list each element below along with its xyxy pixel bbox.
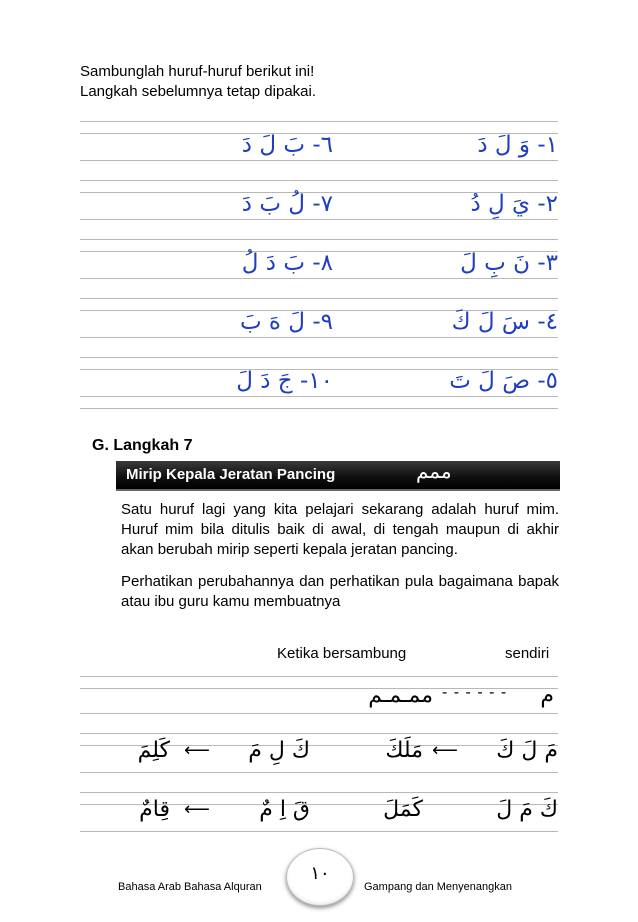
instruction-line-1: Sambunglah huruf-huruf berikut ini! [80, 63, 315, 80]
section-banner [116, 461, 560, 491]
arrow-icon: ⟵ [184, 799, 210, 819]
row3-a-letters: كَ مَ لَ [496, 797, 558, 822]
row2-a-letters: مَ لَ كَ [496, 738, 558, 763]
exercise-8: ٨- بَ دَ لُ [241, 250, 333, 276]
exercise-3: ٣- نَ بِ لَ [460, 250, 558, 276]
label-connected: Ketika bersambung [277, 645, 407, 662]
paragraph-2: Perhatikan perubahannya dan perhatikan pula bagaimana bapak atau ibu guru kamu membuatnya [121, 573, 559, 610]
exercise-6: ٦- بَ لَ دَ [241, 132, 333, 158]
instruction-line-2: Langkah sebelumnya tetap dipakai. [80, 83, 317, 100]
mim-alone: م [540, 683, 554, 708]
footer-right: Gampang dan Menyenangkan [364, 881, 512, 893]
section-heading: G. Langkah 7 [92, 437, 193, 454]
row2-b-word: كَلِمَ [137, 738, 170, 763]
row3-b-word: قِامٌ [139, 797, 170, 822]
page-number: ١٠ [310, 863, 330, 884]
arrow-icon: ⟵ [184, 740, 210, 760]
label-alone: sendiri [505, 645, 550, 662]
exercise-9: ٩- لَ هَ بَ [239, 309, 333, 335]
paragraph-1: Satu huruf lagi yang kita pelajari sekarang adalah huruf mim. Huruf mim bila ditulis baik di awal, di tengah maupun di akhir akan berubah mirip seperti kepala jeratan pancing. [121, 501, 559, 558]
exercise-1: ١- وَ لَ دَ [477, 132, 558, 158]
exercise-4: ٤- سَ لَ كَ [451, 309, 558, 335]
arrow-icon: ⟵ [432, 740, 458, 760]
row3-b-letters: قَ اِ مٌ [259, 797, 310, 822]
instructions [80, 62, 316, 102]
row2-a-word: مَلَكَ [385, 738, 423, 763]
exercise-5: ٥- صَ لَ تَ [449, 368, 558, 394]
dashes: - - - - - - [442, 684, 508, 701]
mim-connected: ممـمـم [368, 683, 433, 708]
banner-label: Mirip Kepala Jeratan Pancing [126, 466, 336, 483]
footer-left: Bahasa Arab Bahasa Alquran [118, 881, 262, 893]
page-number-badge [286, 848, 354, 906]
row2-b-letters: كَ لِ مَ [248, 738, 310, 763]
exercise-10: ١٠- جَ دَ لَ [236, 368, 333, 394]
exercise-2: ٢- يَ لِ دُ [470, 191, 558, 217]
exercise-7: ٧- لُ بَ دَ [241, 191, 333, 217]
banner-arabic: ممم [416, 459, 452, 483]
row3-a-word: كَمَلَ [383, 797, 423, 822]
